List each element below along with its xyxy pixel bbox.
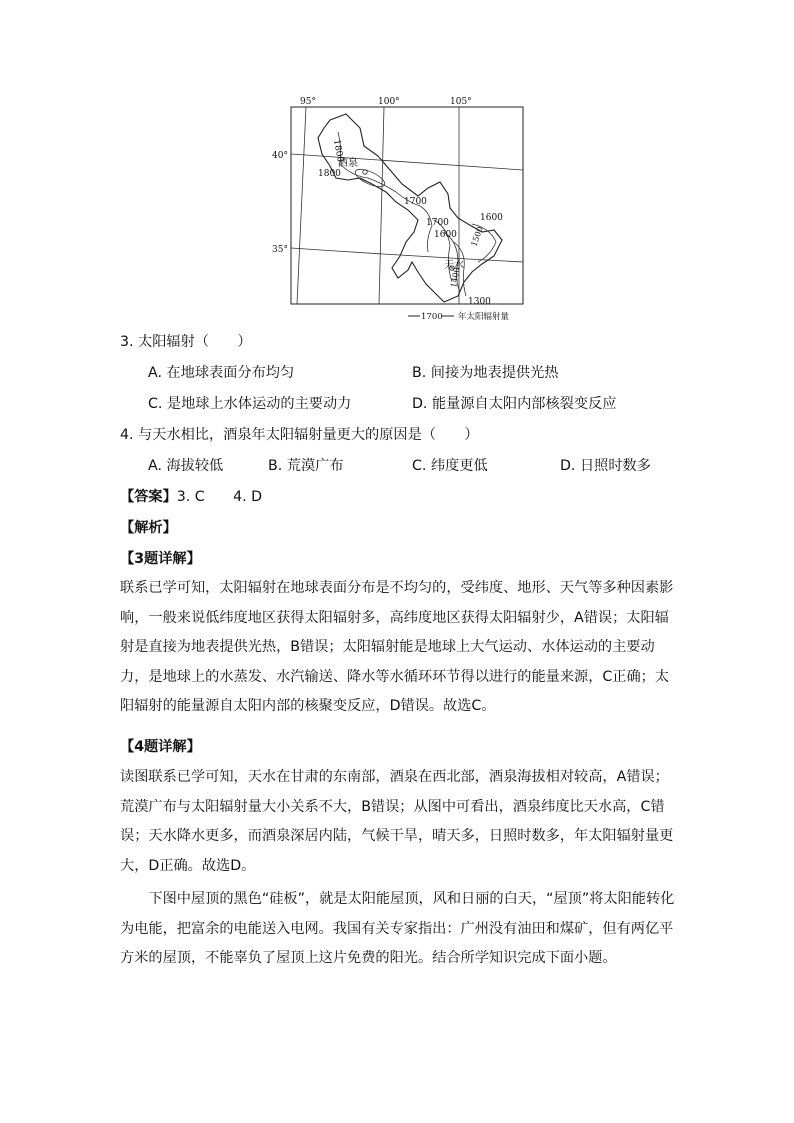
q3-option-b: B. 间接为地表提供光热 [412,365,559,381]
q3-option-a: A. 在地球表面分布均匀 [148,365,295,381]
intro-text: 下图中屋顶的黑色“硅板”，就是太阳能屋顶，风和日丽的白天，“屋顶”将太阳能转化为电能，把富余的电能送入电网。我国有关专家指出：广州没有油田和煤矿，但有两亿平方米的屋顶，不能辜负了屋顶上这片免费的阳光。结合所学知识完成下面小题。 [120,891,675,967]
meridian-95 [297,107,306,304]
q4-option-b: B. 荒漠广布 [268,458,344,474]
contour-label-1800-a: 1800 [331,138,345,164]
q3-stem: 3. 太阳辐射（ ） [120,334,252,350]
legend-text: 年太阳辐射量 [458,312,510,322]
contour-label-1800-b: 1800 [318,169,341,179]
q4-stem: 4. 与天水相比，酒泉年太阳辐射量更大的原因是（ ） [120,427,479,443]
meridian-100 [379,107,384,304]
detail4-paragraph [120,763,680,881]
answer-row [120,486,262,508]
contour-label-1300: 1300 [468,297,491,307]
lon-label-95: 95° [300,97,316,107]
answer-value: 3. C 4. D [176,489,263,505]
lon-label-105: 105° [450,97,472,107]
lat-label-35: 35° [272,245,288,255]
q4-option-c: C. 纬度更低 [412,458,488,474]
parallel-40 [291,154,523,170]
detail3-text: 联系已学可知，太阳辐射在地球表面分布是不均匀的，受纬度、地形、天气等多种因素影响，一般来说低纬度地区获得太阳辐射多，高纬度地区获得太阳辐射少，A错误；太阳辐射是直接为地表提供光热，B错误；太阳辐射能是地球上大气运动、水体运动的主要动力，是地球上的水蒸发、水汽输送、降水等水循环环节得以进行的能量来源，C正确；太阳辐射的能量源自太阳内部的核聚变反应，D错误。故选C。 [120,580,674,715]
lat-label-40: 40° [272,151,288,161]
intro-paragraph [120,885,680,974]
contour-label-1400: 1400 [449,266,462,289]
q4-option-a: A. 海拔较低 [148,458,224,474]
map-svg [268,92,530,324]
contour-label-1500: 1500 [469,225,485,248]
province-outline [318,114,502,302]
analysis-label: 【解析】 [120,520,177,536]
detail3-paragraph [120,574,680,722]
map-legend [408,311,510,322]
detail4-text: 读图联系已学可知，天水在甘肃的东南部，酒泉在西北部，酒泉海拔相对较高，A错误；荒漠广布与太阳辐射量大小关系不大，B错误；从图中可看出，酒泉纬度比天水高，C错误；天水降水更多，而酒泉深居内陆，气候干旱，晴天多，日照时数多，年太阳辐射量更大，D正确。故选D。 [120,769,674,874]
contour-label-1600-a: 1600 [480,213,503,223]
city-label-tianshui: 天水 [444,260,464,271]
lon-label-100: 100° [378,97,400,107]
contour-label-1600-b: 1600 [434,230,457,240]
legend-line-value: 1700 [421,312,443,322]
solar-radiation-map [268,92,530,324]
jiuquan-marker [363,170,367,174]
q3-option-c: C. 是地球上水体运动的主要动力 [148,396,352,412]
contour-label-1700-b: 1700 [426,218,449,228]
contour-label-1700-a: 1700 [404,197,427,207]
detail4-label: 【4题详解】 [120,739,201,755]
answer-label: 【答案】 [120,489,177,505]
detail3-label: 【3题详解】 [120,551,201,567]
q3-option-d: D. 能量源自太阳内部核裂变反应 [412,396,617,412]
q4-option-d: D. 日照时数多 [560,458,651,474]
city-label-jiuquan: 酒泉 [338,158,358,169]
